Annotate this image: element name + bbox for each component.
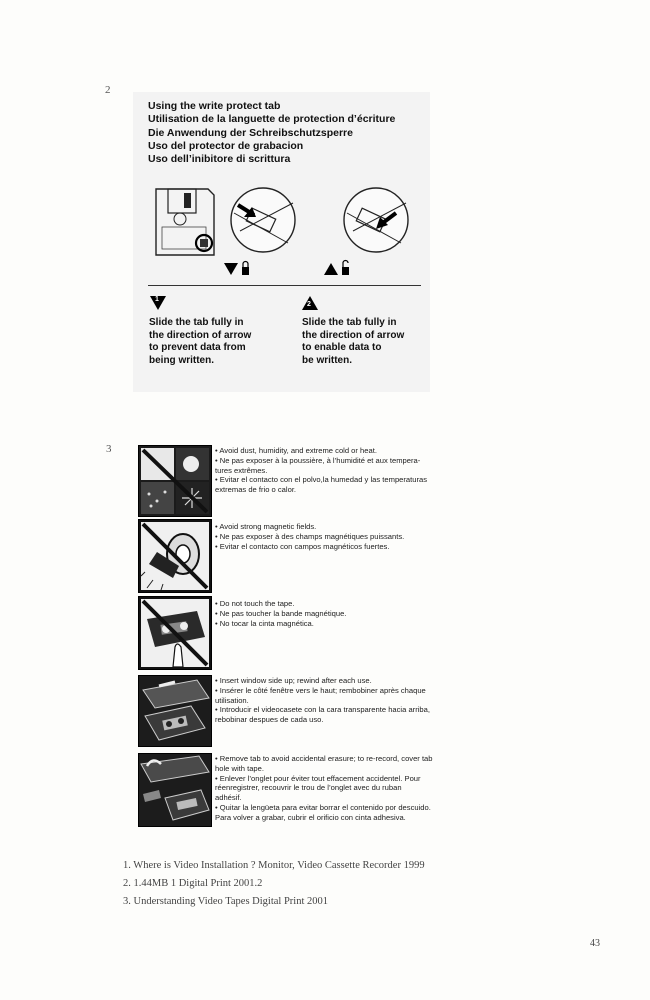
hand-touching-tape-icon [138, 596, 212, 670]
step-1-number: 1 [155, 296, 159, 303]
remove-tab-text: • Remove tab to avoid accidental erasure; to re-record, cover tab hole with tape. • Enlever l’onglet pour éviter tout effacement accidentel. Pour réenregistrer, recouvrir le trou de l’onglet avec du ruban adhésif. • Quitar la lengüeta para evitar borrar el contenido por descuido. Para volver a grabar, cubrir el orificio con cinta adhesiva. [215, 754, 433, 822]
dust-humidity-heat-icon [138, 445, 212, 517]
title-es: Uso del protector de grabacion [148, 139, 304, 152]
write-protect-titles [148, 100, 395, 166]
section-number-2: 2 [105, 84, 111, 96]
step-1-instruction: Slide the tab fully in the direction of arrow to prevent data from being written. [149, 317, 252, 366]
magnet-icon [138, 519, 212, 593]
page-number: 43 [590, 938, 600, 949]
footnote-3: 3. Understanding Video Tapes Digital Print 2001 [123, 896, 329, 907]
dust-humidity-heat-text: • Avoid dust, humidity, and extreme cold or heat. • Ne pas exposer à la poussière, à l’humidité et aux tempera- tures extrêmes. • Evitar el contacto con el polvo,la humedad y las temperaturas extremas de frio o calor. [215, 446, 428, 495]
section-number-3: 3 [106, 443, 112, 455]
title-fr: Utilisation de la languette de protection d’écriture [148, 113, 396, 126]
remove-tab-icon [138, 753, 212, 827]
title-it: Uso dell’inibitore di scrittura [148, 153, 291, 166]
do-not-touch-text: • Do not touch the tape. • Ne pas toucher la bande magnétique. • No tocar la cinta magnética. [215, 599, 347, 628]
magnetic-fields-text: • Avoid strong magnetic fields. • Ne pas exposer à des champs magnétiques puissants. • Evitar el contacto con campos magnéticos fuertes. [215, 522, 405, 551]
title-en: Using the write protect tab [148, 100, 281, 112]
footnote-2: 2. 1.44MB 1 Digital Print 2001.2 [123, 878, 263, 889]
step-2-number: 2 [307, 301, 311, 308]
floppy-disk-illustration [148, 183, 428, 288]
title-de: Die Anwendung der Schreibschutzsperre [148, 126, 353, 139]
divider [148, 285, 421, 286]
insert-cassette-icon [138, 675, 212, 747]
footnote-1: 1. Where is Video Installation ? Monitor, Video Cassette Recorder 1999 [123, 860, 425, 871]
step-2-instruction: Slide the tab fully in the direction of arrow to enable data to be written. [302, 317, 405, 366]
insert-window-text: • Insert window side up; rewind after each use. • Insérer le côté fenêtre vers le haut; rembobiner après chaque utilisation. • Introducir el videocasete con la cara transparente hacia arriba, rebobinar despues de cada uso. [215, 676, 430, 725]
